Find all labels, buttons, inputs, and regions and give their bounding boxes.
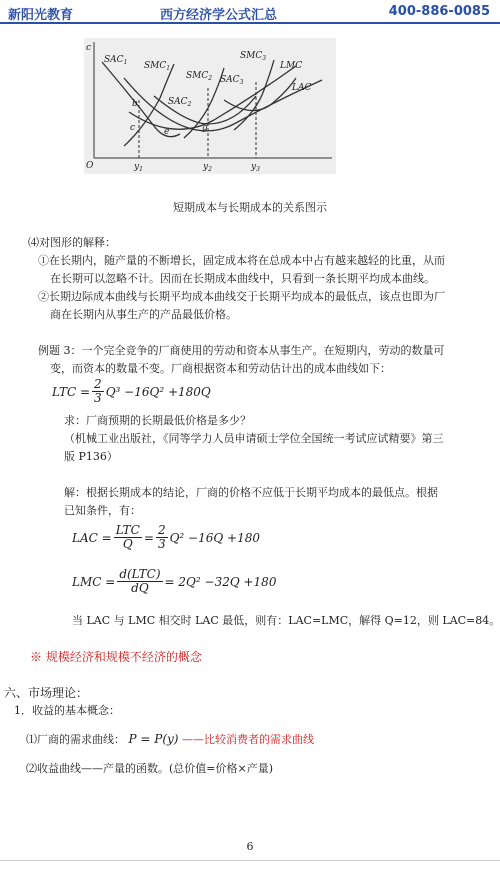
lac-fraction2: $\frac{2}{3}$: [157, 523, 166, 551]
lmc-rhs: = 2Q² −32Q +180: [164, 574, 277, 589]
origin-label: O: [86, 161, 94, 171]
page-header: [0, 0, 500, 24]
demand-curve-line: [26, 732, 314, 747]
section6-sub1: 1．收益的基本概念：: [14, 704, 120, 717]
point-g-label: g: [202, 123, 208, 133]
ltc-equation: [52, 378, 211, 405]
demand-tail: ——比较消费者的需求曲线: [181, 733, 314, 746]
item1-line1: ①在长期内，随产量的不断增长，固定成本将在总成本中占有越来越轻的比重，从而: [38, 254, 445, 267]
source-line1: （机械工业出版社，《同等学力人员申请硕士学位全国统一考试应试精要》第三: [64, 432, 444, 445]
solution-line1: 解：根据长期成本的结论，厂商的价格不应低于长期平均成本的最低点。根据: [64, 486, 438, 499]
conclusion-text: 当 LAC 与 LMC 相交时 LAC 最低，则有：LAC=LMC，解得 Q=12，则 LAC=84。: [72, 614, 500, 627]
item1-line2: 在长期可以忽略不计。因而在长期成本曲线中，只看到一条长期平均成本曲线。: [50, 272, 435, 285]
cost-curves-figure: [84, 38, 336, 174]
item2-line2: 商在长期内从事生产的产品最低价格。: [50, 308, 237, 321]
smc2-label: $SMC_2$: [186, 71, 213, 82]
header-phone: 400-886-0085: [388, 4, 490, 19]
source-line2: 版 P136）: [64, 450, 118, 463]
ltc-fraction: $\frac{2}{3}$: [94, 377, 102, 405]
point-b-label: b: [132, 99, 138, 109]
sac1-label: $SAC_1$: [104, 55, 128, 66]
ltc-lhs: LTC =: [52, 384, 91, 399]
lac-equals: =: [143, 530, 154, 545]
sac2-label: $SAC_2$: [168, 97, 192, 108]
lmc-fraction: $\frac{\text{d(LTC)}}{dQ}$: [119, 567, 161, 595]
header-brand: 新阳光教育: [8, 8, 74, 23]
header-title: 西方经济学公式汇总: [160, 8, 278, 23]
lac-rhs: Q² −16Q +180: [169, 530, 260, 545]
lmc-equation: [72, 568, 276, 595]
economies-of-scale-note: ※ 规模经济和规模不经济的概念: [30, 650, 202, 664]
smc3-label: $SMC_3$: [240, 51, 267, 62]
figure-caption: 短期成本与长期成本的关系图示: [173, 201, 327, 214]
example3-line2: 变，而资本的数量不变。厂商根据资本和劳动估计出的成本曲线如下：: [50, 362, 391, 375]
cost-curves-svg: [84, 38, 336, 174]
solution-line2: 已知条件，有：: [64, 504, 141, 517]
example3-line1: 例题 3：一个完全竞争的厂商使用的劳动和资本从事生产。在短期内，劳动的数量可: [38, 344, 445, 357]
lmc-lhs: LMC =: [72, 574, 116, 589]
lmc-label: LMC: [280, 61, 303, 71]
lac-fraction1: $\frac{\text{LTC}}{Q}$: [115, 523, 140, 551]
section6-title: 六、市场理论：: [4, 686, 89, 700]
question-text: 求：厂商预期的长期最低价格是多少？: [64, 414, 251, 427]
revenue-curve-line: ⑵收益曲线——产量的函数。(总价值=价格×产量): [26, 762, 274, 775]
c-axis-label: c: [86, 43, 92, 53]
lac-equation: [72, 524, 260, 551]
y3-label: $y_3$: [251, 162, 260, 173]
point-e-label: e: [164, 127, 170, 137]
lac-lhs: LAC =: [72, 530, 112, 545]
item2-line1: ②长期边际成本曲线与长期平均成本曲线交于长期平均成本的最低点，该点也即为厂: [38, 290, 445, 303]
ltc-rhs: Q³ −16Q² +180Q: [105, 384, 211, 399]
demand-formula: P = P(y): [128, 732, 179, 746]
demand-label: ⑴厂商的需求曲线：: [26, 733, 125, 746]
sac3-label: $SAC_3$: [220, 75, 244, 86]
footer-divider: [0, 860, 500, 861]
smc1-label: $SMC_1$: [144, 61, 171, 72]
section4-title: ⑷对图形的解释：: [28, 236, 116, 249]
y2-label: $y_2$: [203, 162, 212, 173]
page-number: 6: [246, 840, 254, 853]
point-c-label: c: [130, 123, 136, 133]
lac-label: LAC: [292, 83, 312, 93]
y1-label: $y_1$: [134, 162, 143, 173]
